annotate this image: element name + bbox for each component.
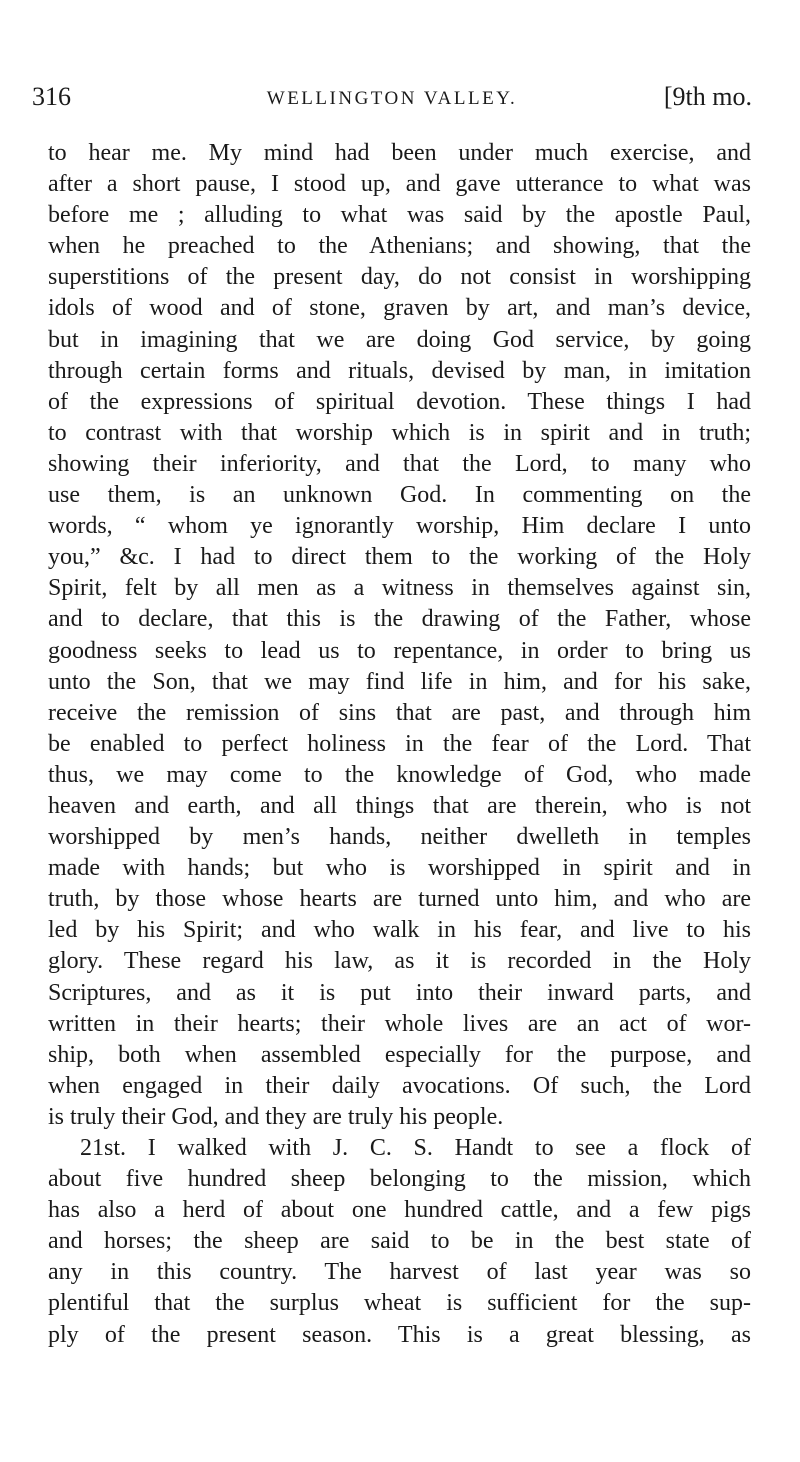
paragraph-start-line: 21st. I walked with J. C. S. Handt to see a flock of xyxy=(80,1135,751,1161)
paragraph-end-line: is truly their God, and they are truly his people. xyxy=(48,1103,504,1130)
text-line: truth, by those whose hearts are turned unto him, and who are xyxy=(48,886,751,913)
text-line: ply of the present season. This is a great blessing, as xyxy=(48,1321,751,1348)
text-line: Spirit, felt by all men as a witness in themselves against sin, xyxy=(48,575,751,602)
text-line: to hear me. My mind had been under much exercise, and xyxy=(48,140,751,166)
text-line: and horses; the sheep are said to be in the best state of xyxy=(48,1228,751,1255)
page-number: 316 xyxy=(32,82,71,111)
text-line: showing their inferiority, and that the Lord, to many who xyxy=(48,450,751,477)
text-line: worshipped by men’s hands, neither dwelleth in temples xyxy=(48,824,751,851)
text-line: goodness seeks to lead us to repentance, in order to bring us xyxy=(48,637,751,664)
body-text xyxy=(48,138,751,1351)
text-line: idols of wood and of stone, graven by art, and man’s device, xyxy=(48,295,751,322)
text-line: words, “ whom ye ignorantly worship, Him declare I unto xyxy=(48,513,751,540)
text-line: through certain forms and rituals, devised by man, in imitation xyxy=(48,357,751,384)
text-line: when engaged in their daily avocations. Of such, the Lord xyxy=(48,1072,751,1099)
text-line: be enabled to perfect holiness in the fear of the Lord. That xyxy=(48,730,751,757)
text-line: after a short pause, I stood up, and gave utterance to what was xyxy=(48,171,751,198)
text-line: use them, is an unknown God. In commenting on the xyxy=(48,482,751,509)
text-line: glory. These regard his law, as it is recorded in the Holy xyxy=(48,948,751,975)
text-line: has also a herd of about one hundred cattle, and a few pigs xyxy=(48,1197,751,1224)
text-line: unto the Son, that we may find life in him, and for his sake, xyxy=(48,668,751,695)
text-line: before me ; alluding to what was said by the apostle Paul, xyxy=(48,202,751,229)
text-line: thus, we may come to the knowledge of God, who made xyxy=(48,761,751,788)
text-line: receive the remission of sins that are past, and through him xyxy=(48,699,751,726)
text-line: made with hands; but who is worshipped in spirit and in xyxy=(48,855,751,882)
text-line: about five hundred sheep belonging to the mission, which xyxy=(48,1166,751,1193)
running-title: WELLINGTON VALLEY. xyxy=(266,88,518,109)
text-line: written in their hearts; their whole lives are an act of wor- xyxy=(48,1010,751,1037)
text-line: of the expressions of spiritual devotion. These things I had xyxy=(48,388,751,415)
text-line: plentiful that the surplus wheat is sufficient for the sup- xyxy=(48,1290,751,1317)
text-line: to contrast with that worship which is in spirit and in truth; xyxy=(48,419,751,446)
text-line: you,” &c. I had to direct them to the working of the Holy xyxy=(48,544,751,571)
page-header xyxy=(32,82,752,118)
text-line: heaven and earth, and all things that are therein, who is not xyxy=(48,792,751,819)
text-line: and to declare, that this is the drawing of the Father, whose xyxy=(48,606,751,633)
text-line: led by his Spirit; and who walk in his fear, and live to his xyxy=(48,917,751,944)
text-line: but in imagining that we are doing God service, by going xyxy=(48,326,751,353)
text-line: any in this country. The harvest of last year was so xyxy=(48,1259,751,1286)
text-line: superstitions of the present day, do not consist in worshipping xyxy=(48,264,751,291)
header-date-marker: [9th mo. xyxy=(663,82,752,111)
text-line: ship, both when assembled especially for the purpose, and xyxy=(48,1041,751,1068)
text-line: Scriptures, and as it is put into their inward parts, and xyxy=(48,979,751,1006)
text-line: when he preached to the Athenians; and showing, that the xyxy=(48,233,751,260)
